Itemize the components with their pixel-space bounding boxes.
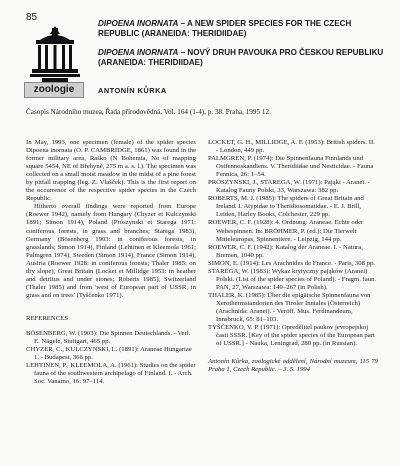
section-badge: zoologie [24,82,84,98]
reference-item: SIMON, E. (1914): Les Arachnides de France. - Paris, 308 pp. [208,259,375,267]
title-czech-species: DIPOENA INORNATA [98,48,179,57]
museum-logo [26,12,82,84]
museum-building-icon [30,26,80,88]
right-column [208,139,378,374]
references-heading: REFERENCES [26,314,68,322]
reference-item: THALER, K. (1985): Über die epigäische Spinnenfauna von Xerothermstandorten des Tiroler Inntales (Österreich) (Arachnida: Aranei). - Veröff. Mus. Ferdinandeum, Innsbruck, 65: 81–103. [208,291,371,324]
left-column [26,139,196,386]
reference-item: TYŠČENKO, V. P. (1971): Opredělitel paukov jevropejskoj časti SSSR. [Key of the spider species of the European part of USSR.] - Nauka, Leningrad, 280 pp. (in Russian). [208,324,375,348]
reference-item: ROBERTS, M. J. (1985): The spiders of Great Britain and Ireland. I. Atypidae to Theridiosomatidae. - E. J. Brill, Leiden, Harley Books, Colchester, 229 pp. [208,195,364,219]
reference-item: LOCKET, G. H., MILLIDGE, A. F. (1953): British spiders. II. - London, 449 pp. [208,139,375,155]
journal-citation: Časopis Národního muzea, Řada přírodovědná, Vol. 164 (1-4), p. 38. Praha, 1995 12. [26,108,271,116]
reference-item: BÖSENBERG, W. (1903): Die Spinnen Deutschlands. - Verl. E. Nägele, Stuttgart, 465 pp. [26,329,191,346]
reference-item: PALMGREN, P. (1974): Die Spinnenfauna Finnlands und Ostfennoskandiens. V. Theridiidae und Nesticidae. - Fauna Fennica, 26: 1–54. [208,155,374,179]
reference-item: PRÓSZYNSKI, J., STAREGA, W. (1971): Pająki - Araneï. - Katalog Fauny Polski, 33, Warszawa: 382 pp. [208,179,370,195]
author-address: Antonín Kůrka, zoologické oddělení, Národní muzeum, 115 79 Praha 1, Czech Republic. – 3. 5. 1994 [208,358,378,374]
page-number: 85 [26,12,38,23]
body-paragraph-1: In May, 1993, one specimen (female) of the spider species Dipoena inornata (O. P. CAMBRIDGE, 1861) was found in the former military area, Raško (N Bohemia, No of mapping square 5454, NE of Břehyně, 275 m a. s. l.). The specimen was collected on a small moist meadow in the midst of a pine forest by pitfall trapping (leg. Z. Vlašček). This is the first report on the occurrence of the respective spider species in the Czech Republic. [26,139,196,203]
author: ANTONÍN KŮRKA [98,86,167,95]
reference-item: ROEWER, C. F. (1928): 4. Ordnung: Araneae. Echte oder Webespinnen. In: BRÖHMER, P. (ed.): Die Tierwelt Mitteleuropas, Spinnentiere. - Leipzig, 144 pp. [208,219,364,243]
body-paragraph-2: Hitherto overall findings were reported from Europe (Roewer 1942), namely from Hungary (Chyzer et Kulczynski 1891; Simon 1914), Poland (Prószynski et Starega 1971: coniferous forests, in grass and branches; Starega 1983), Germany (Bösenberg 1903: in coniferous forests, in grasslands; Simon 1914), Finland (Lehtinen et Kleemola 1961; Palmgren 1974), Sweden (Simon 1914), France (Simon 1914), Austria (Roewer 1928: in coniferous forests; Thaler 1985: on dry slope), Great Britain (Locket et Millidge 1953: in heather and detritus and under stones; Roberts 1985), Switzerland (Thaler 1985) and from 'west of European part of USSR, in grass and on trees' (Tyščenko 1971). [26,203,196,299]
title-english-species: DIPOENA INORNATA [98,19,179,28]
reference-item: LEHTINEN, P., KLEEMOLA, A. (1961): Studies on the spider fauna of the southwestern archipelago of Finland. I. - Arch. Soc. Vanamo, 16: 97–114. [26,362,196,386]
title-english-rest: – A NEW SPIDER SPECIES FOR THE CZECH REPUBLIC (ARANEIDA: THERIDIIDAE) [98,19,352,38]
reference-item: CHYZER, C., KULCZYNSKI, L. (1891): Araneae Hungariae 1. - Budapest, 366 pp. [26,346,192,362]
reference-item: ROEWER, C. F. (1942): Katalog der Araneae. I. - Natura, Bremen, 1040 pp. [208,243,363,259]
title-czech-rest: – NOVÝ DRUH PAVOUKA PRO ČESKOU REPUBLIKU (ARANEIDA: THERIDIIDAE) [98,48,384,67]
reference-item: STAREGA, W. (1983): Wykaz krytyczny pająków (Aranei) Polski. (List of the spider species of Poland). - Fragm. faun. PAN, 27, Warszawa: 149–267 (in Polish). [208,267,377,291]
title-czech [98,48,388,67]
title-english [98,19,388,38]
